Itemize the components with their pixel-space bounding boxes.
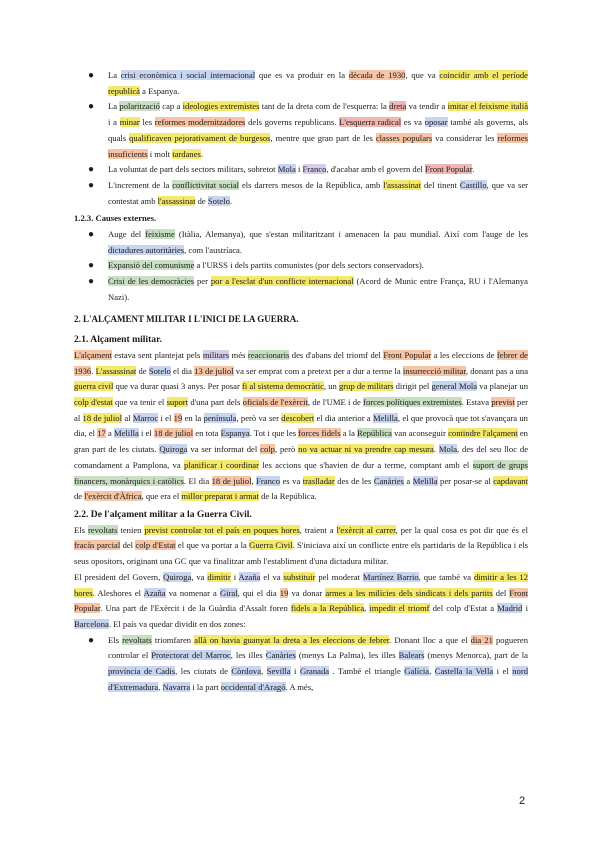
text-run: del tinent — [421, 179, 460, 190]
bullet-item — [74, 258, 528, 274]
highlighted-text: no va actuar ni va prendre cap mesura — [298, 444, 434, 455]
bullet-item — [74, 162, 528, 178]
text-run: del — [492, 587, 510, 598]
text-run: va donar — [288, 587, 326, 598]
text-run: que va tenir el — [112, 397, 167, 408]
text-run: , que també va — [418, 571, 474, 582]
highlighted-text: feixisme — [145, 229, 175, 240]
bullet-item — [74, 227, 528, 258]
text-run: en tota — [193, 428, 221, 439]
text-run: , va — [191, 571, 208, 582]
text-run: les — [139, 117, 155, 128]
highlighted-text: general Mola — [431, 381, 478, 392]
text-run: el dia — [170, 365, 195, 376]
text-run: i a — [108, 117, 120, 128]
text-run: i — [230, 571, 239, 582]
text-run: , mentre que gran part de les — [270, 132, 376, 143]
text-run: 2. L'ALÇAMENT MILITAR I L'INICI DE LA GUERRA. — [74, 313, 299, 324]
highlighted-text: dictadures autoritàries — [108, 244, 185, 255]
highlighted-text: Front Popular — [74, 587, 528, 614]
highlighted-text: Sevilla — [266, 666, 291, 677]
highlighted-text: 19 — [173, 412, 183, 423]
text-run: a les eleccions de — [431, 349, 497, 360]
highlighted-text: qualificaven pejorativament de burgesos — [129, 132, 271, 143]
highlighted-text: Mola — [277, 164, 296, 175]
text-run: per — [194, 276, 211, 287]
subsection-heading — [74, 332, 528, 348]
highlighted-text: Melilla — [113, 428, 139, 439]
highlighted-text: revoltats — [122, 634, 152, 645]
text-run: va tendir a — [406, 101, 448, 112]
highlighted-text: L'esquerra radical — [339, 117, 402, 128]
text-run: a — [105, 428, 114, 439]
text-run: , el que provocà que tot s'avançara un dia, el — [74, 412, 528, 439]
text-run: . El país va quedar dividit en dos zones: — [108, 618, 246, 629]
text-run: Els — [74, 524, 88, 535]
text-run: , traient a — [299, 524, 337, 535]
bullet-icon: ● — [88, 229, 95, 241]
highlighted-text: l'exèrcit al carrer — [336, 524, 396, 535]
text-run: , des del seu lloc de comandament a Pamplona, va — [74, 444, 529, 470]
highlighted-text: militars — [202, 349, 230, 360]
text-run: de la República. — [258, 491, 317, 502]
highlighted-text: millor preparat i armat — [181, 491, 259, 502]
highlighted-text: Madrid — [497, 603, 523, 614]
text-run: , però va ser — [236, 412, 282, 423]
text-run: , un — [323, 381, 339, 392]
text-run: Auge del — [108, 229, 146, 240]
text-run: , de l'UME i de — [307, 397, 364, 408]
highlighted-text: 19 — [279, 587, 289, 598]
highlighted-text: capdavant — [493, 475, 528, 486]
bullet-item — [74, 178, 528, 209]
bullet-icon: ● — [88, 164, 95, 176]
text-run: es va — [401, 117, 425, 128]
text-run: . Aleshores el — [92, 587, 144, 598]
text-run: triomfaren — [151, 634, 195, 645]
highlighted-text: Front Popular — [383, 349, 432, 360]
highlighted-text: dreta — [389, 101, 407, 112]
text-run: 1.2.3. Causes externes. — [74, 213, 157, 224]
highlighted-text: suport de grups financers, monàrquics i catòlics — [74, 459, 528, 486]
bullet-icon: ● — [88, 70, 95, 81]
text-run: . A més, — [285, 681, 314, 692]
text-run: a la — [340, 428, 358, 439]
text-run: des de les — [334, 475, 374, 486]
text-run: i molt — [147, 148, 173, 159]
text-run: (menys La Palma), les illes — [295, 650, 399, 661]
text-run: i el — [138, 428, 154, 439]
highlighted-text: polarització — [119, 101, 160, 112]
text-run: el va — [260, 571, 284, 582]
highlighted-text: Navarra — [162, 681, 191, 692]
bullet-icon: ● — [88, 260, 95, 272]
highlighted-text: forces polítiques extremistes — [363, 397, 462, 408]
highlighted-text: Sotelo — [207, 195, 230, 206]
bullet-icon: ● — [88, 179, 95, 191]
text-run: que va durar quasi 3 anys. Per posar — [113, 381, 242, 392]
highlighted-text: Marroc — [132, 412, 159, 423]
text-run: a Espanya. — [139, 85, 180, 96]
highlighted-text: reformes insuficients — [108, 132, 529, 159]
text-run: . El dia — [183, 475, 212, 486]
highlighted-text: conflictivitat social — [172, 179, 240, 190]
highlighted-text: previst — [491, 397, 515, 408]
highlighted-text: l'exèrcit d'Àfrica — [84, 491, 142, 502]
text-run: va nomenar a — [165, 587, 220, 598]
text-run: en la — [182, 412, 204, 423]
text-run: . — [472, 164, 475, 175]
paragraph — [74, 570, 528, 633]
paragraph — [74, 523, 528, 570]
text-run: , d'acabar amb el govern del — [326, 164, 426, 175]
text-run: , — [364, 603, 370, 614]
highlighted-text: previst controlar tot el país en poques hores — [144, 524, 300, 535]
text-run: per al — [74, 397, 528, 423]
text-run: , però — [274, 444, 299, 455]
highlighted-text: crisi econòmica i social internacional — [120, 70, 256, 80]
highlighted-text: fracàs parcial — [74, 540, 121, 551]
bullet-item — [74, 274, 528, 305]
text-run: , — [261, 666, 267, 677]
highlighted-text: imitar el feixisme italià — [447, 101, 529, 112]
text-run: . Tot i que les — [249, 428, 299, 439]
text-run: va planejar un — [477, 381, 528, 392]
highlighted-text: fi al sistema democràtic — [241, 381, 324, 392]
text-run: i — [295, 164, 303, 175]
text-run: , que va — [405, 70, 440, 80]
highlighted-text: 18 de juliol — [211, 475, 252, 486]
highlighted-text: Expansió del comunisme — [108, 260, 195, 271]
highlighted-text: Còrdova — [231, 666, 262, 677]
highlighted-text: minar — [119, 117, 140, 128]
highlighted-text: allà on havia guanyat la dreta a les eleccions de febrer — [194, 634, 390, 645]
highlighted-text: L'alçament — [74, 349, 112, 360]
highlighted-text: oposar — [424, 117, 448, 128]
highlighted-text: dimitir a les 12 hores — [74, 571, 529, 598]
text-run: , les ciutats de — [175, 666, 232, 677]
highlighted-text: Franco — [302, 164, 327, 175]
text-run: , donant pas a una — [465, 365, 529, 376]
highlighted-text: 13 de juliol — [194, 365, 234, 376]
highlighted-text: Canàries — [373, 475, 404, 486]
text-run: tant de la dreta com de l'esquerra: la — [259, 101, 390, 112]
highlighted-text: Front Popular — [425, 164, 473, 175]
text-run: , — [429, 666, 435, 677]
subsection-heading — [74, 211, 528, 227]
text-run: dels governs republicans. — [245, 117, 340, 128]
highlighted-text: guerra civil — [74, 381, 114, 392]
text-run: (Itàlia, Alemanya), que s'estan militaritzant i amenacen la pau mundial. Així com l'auge de les — [174, 229, 528, 240]
section-heading — [74, 312, 528, 328]
highlighted-text: Protectorat del Marroc — [151, 650, 231, 661]
highlighted-text: descobert — [281, 412, 315, 423]
bullet-item — [74, 99, 528, 162]
text-run: . També el triangle — [329, 666, 405, 677]
highlighted-text: tardanes — [172, 148, 201, 159]
highlighted-text: por a l'esclat d'un conflicte internacional — [210, 276, 354, 287]
text-run: . — [433, 444, 439, 455]
highlighted-text: Melilla — [373, 412, 398, 423]
text-run: tenien — [117, 524, 145, 535]
highlighted-text: Azaña — [143, 587, 166, 598]
text-run: va ser informat del — [187, 444, 261, 455]
highlighted-text: insurrecció militar — [402, 365, 466, 376]
text-run: cap a — [159, 101, 183, 112]
highlighted-text: Mola — [438, 444, 458, 455]
highlighted-text: reformes modernitzadores — [154, 117, 246, 128]
text-run: . Estava — [461, 397, 492, 408]
highlighted-text: colp d'estat — [74, 397, 113, 408]
highlighted-text: Granada — [299, 666, 330, 677]
highlighted-text: 18 de juliol — [82, 412, 122, 423]
text-run: . — [200, 148, 204, 159]
text-run: dirigit pel — [393, 381, 432, 392]
highlighted-text: dimitir — [207, 571, 231, 582]
text-run: , com l'austríaca. — [184, 244, 242, 255]
subsection-heading — [74, 507, 528, 523]
highlighted-text: nord d'Extremadura — [108, 666, 529, 692]
highlighted-text: Espanya — [220, 428, 250, 439]
text-run: per posar-se al — [437, 475, 494, 486]
highlighted-text: classes populars — [375, 132, 433, 143]
text-run: (menys Menorca), part de la — [424, 650, 528, 661]
text-run: també als governs, als quals — [108, 117, 529, 143]
text-run: . Una part de l'Exèrcit i de la Guàrdia d'Assalt foren — [100, 603, 291, 614]
text-run: van aconseguir — [391, 428, 449, 439]
text-run: a — [403, 475, 413, 486]
highlighted-text: planificar i coordinar — [184, 459, 259, 470]
highlighted-text: Galícia — [404, 666, 430, 677]
highlighted-text: Azaña — [238, 571, 261, 582]
text-run: 2.1. Alçament militar. — [74, 334, 162, 346]
text-run: . Donant lloc a que el — [389, 634, 471, 645]
bullet-icon: ● — [88, 101, 95, 113]
highlighted-text: ideologies extremistes — [182, 101, 260, 112]
text-run: , que era el — [141, 491, 182, 502]
highlighted-text: l'assassinat — [383, 179, 422, 190]
text-run: (Acord de Munic entre França, RU i l'Alemanya Nazi). — [108, 276, 528, 302]
text-run: El president del Govern, — [74, 571, 164, 582]
highlighted-text: impedit el triomf — [369, 603, 430, 614]
text-run: La voluntat de part dels sectors militars, sobretot — [108, 164, 278, 175]
text-run: d'una part dels — [188, 397, 243, 408]
text-run: L'increment de la — [108, 179, 173, 190]
highlighted-text: Crisi de les democràcies — [108, 276, 195, 287]
text-run: del colp d'Estat a — [429, 603, 498, 614]
highlighted-text: Giral — [219, 587, 238, 598]
text-run: , les illes — [230, 650, 266, 661]
highlighted-text: Castillo — [459, 179, 487, 190]
text-run: les accions que s'havien de dur a terme, comptant amb el — [258, 459, 473, 470]
text-run: La — [108, 70, 121, 80]
text-run: , que va ser contestat amb — [108, 179, 529, 206]
highlighted-text: grup de militars — [339, 381, 394, 392]
highlighted-text: traslladar — [302, 475, 335, 486]
text-run: i el — [158, 412, 174, 423]
text-run: . — [229, 195, 233, 206]
highlighted-text: 17 — [97, 428, 106, 439]
text-run: pel moderat — [315, 571, 363, 582]
highlighted-text: província de Cadis — [108, 666, 176, 677]
text-run: , — [251, 475, 257, 486]
text-run: de — [74, 491, 85, 502]
highlighted-text: oficials de l'exèrcit — [242, 397, 308, 408]
bullet-icon: ● — [88, 634, 95, 646]
text-run: el dia anterior a — [314, 412, 374, 423]
text-run: va ser emprat com a pretext per a dur a terme la — [233, 365, 403, 376]
highlighted-text: forces fidels — [298, 428, 341, 439]
bullet-item — [74, 633, 528, 696]
text-run: del — [120, 540, 136, 551]
highlighted-text: coincidir amb el període republicà — [108, 70, 528, 96]
highlighted-text: colp — [260, 444, 275, 455]
paragraph — [74, 348, 528, 505]
text-run: el que va portar a la — [175, 540, 250, 551]
text-run: La — [108, 101, 120, 112]
highlighted-text: dècada de 1930 — [348, 70, 406, 80]
text-run: de — [136, 365, 149, 376]
page-content — [74, 68, 528, 695]
text-run: i la part — [190, 681, 221, 692]
highlighted-text: revoltats — [87, 524, 118, 535]
highlighted-text: Sotelo — [148, 365, 171, 376]
highlighted-text: colp d'Estat — [135, 540, 176, 551]
highlighted-text: Martínez Barrio — [362, 571, 419, 582]
highlighted-text: L'assassinat — [95, 365, 137, 376]
highlighted-text: occidental d'Aragó — [220, 681, 286, 692]
text-run: , qui el dia — [237, 587, 280, 598]
highlighted-text: suport — [166, 397, 189, 408]
highlighted-text: Quiroga — [163, 571, 192, 582]
highlighted-text: fidels a la República — [290, 603, 365, 614]
bullet-item — [74, 68, 528, 99]
text-run: . S'iniciava així un conflicte entre els partidaris de la República i els seus opositors, originant una GC que va finalitzar amb l'establiment d'una dictadura militar. — [74, 540, 529, 567]
highlighted-text: Barcelona — [74, 618, 109, 629]
highlighted-text: substituir — [283, 571, 316, 582]
text-run: pogueren controlar el — [108, 634, 528, 661]
text-run: estava sent plantejat pels — [111, 349, 203, 360]
highlighted-text: 18 de juliol — [153, 428, 194, 439]
highlighted-text: dia 21 — [470, 634, 493, 645]
highlighted-text: Castella la Vella — [434, 666, 494, 677]
text-run: i el — [493, 666, 513, 677]
text-run: , per la qual cosa es pot dir que és el — [395, 524, 528, 535]
text-run: al — [122, 412, 133, 423]
text-run: es va — [280, 475, 303, 486]
highlighted-text: Balears — [398, 650, 425, 661]
text-run: els darrers mesos de la República, amb — [239, 179, 384, 190]
text-run: i — [290, 666, 300, 677]
highlighted-text: reaccionaris — [247, 349, 290, 360]
text-run: . — [91, 365, 96, 376]
page-number: 2 — [519, 795, 526, 807]
highlighted-text: península — [203, 412, 237, 423]
highlighted-text: armes a les milícies dels sindicats i dels partits — [325, 587, 493, 598]
text-run: va considerar les — [432, 132, 498, 143]
text-run: a l'URSS i dels partits comunistes (por dels sectors conservadors). — [194, 260, 424, 271]
highlighted-text: Melilla — [412, 475, 438, 486]
highlighted-text: República — [357, 428, 392, 439]
text-run: que es va produir en la — [255, 70, 349, 80]
text-run: en gran part de les ciutats. — [74, 428, 528, 455]
text-run: Els — [108, 634, 123, 645]
text-run: , — [158, 681, 163, 692]
highlighted-text: Franco — [256, 475, 280, 486]
highlighted-text: l'assassinat — [157, 195, 196, 206]
text-run: de — [195, 195, 208, 206]
text-run: des d'abans del triomf del — [289, 349, 384, 360]
highlighted-text: Quiroga — [159, 444, 188, 455]
text-run: més — [229, 349, 248, 360]
highlighted-text: contindre l'alçament — [448, 428, 518, 439]
bullet-icon: ● — [88, 276, 95, 288]
text-run: 2.2. De l'alçament militar a la Guerra Civil. — [74, 508, 252, 520]
highlighted-text: Guerra Civil — [249, 540, 293, 551]
highlighted-text: Canàries — [265, 650, 296, 661]
highlighted-text: febrer de 1936 — [74, 349, 528, 376]
text-run: i — [522, 603, 528, 614]
